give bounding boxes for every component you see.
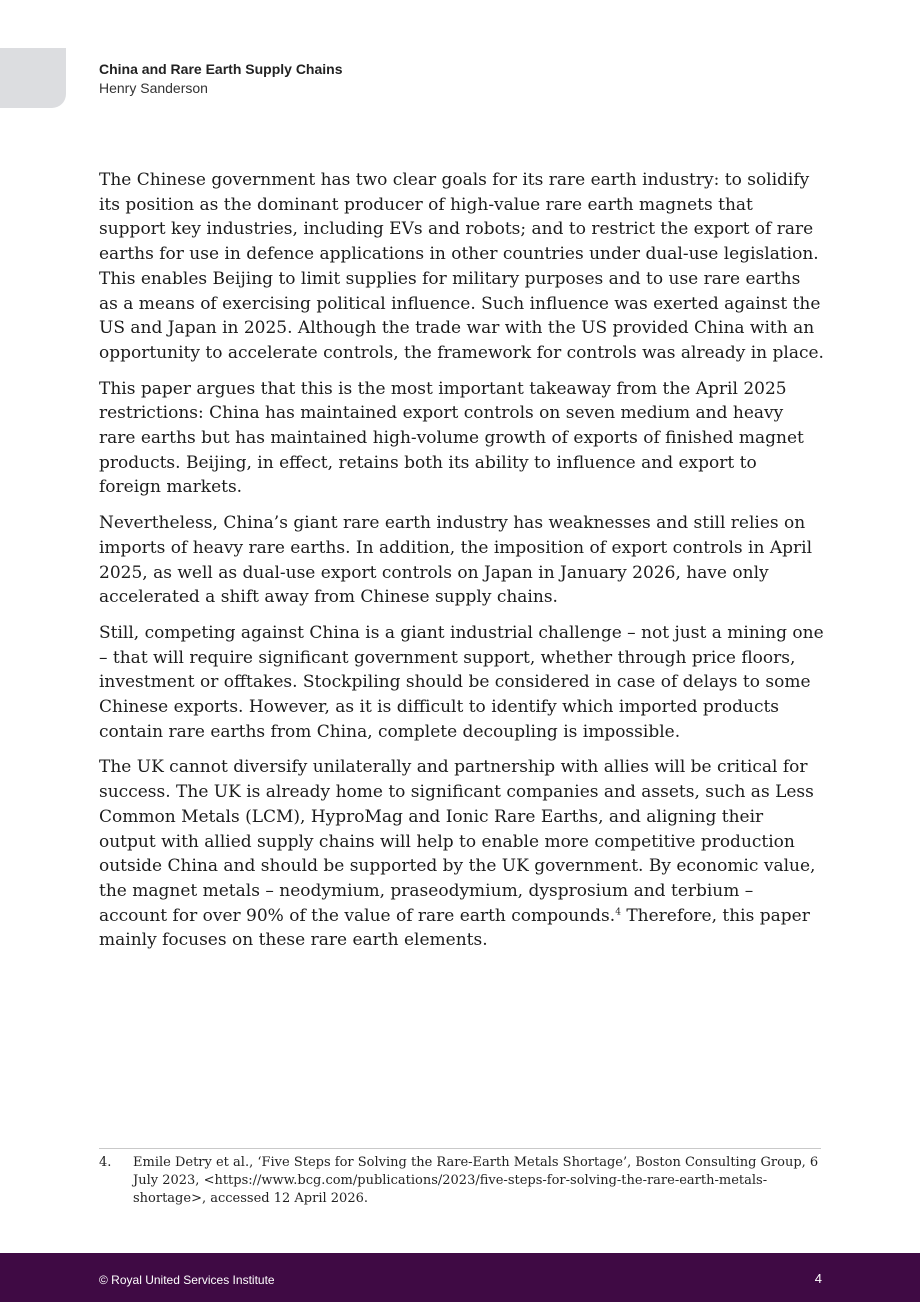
corner-tab bbox=[0, 48, 66, 108]
paragraph: Still, competing against China is a giant industrial challenge – not just a mining one – that will require significant government support, whether through price floors, investment or offtakes. Stockpiling should be considered in case of delays to some Chinese exports. However, as it is difficult to identify which imported products contain rare earths from China, complete decoupling is impossible. bbox=[99, 622, 824, 742]
footer-copyright: © Royal United Services Institute bbox=[99, 1273, 275, 1287]
footnote-number: 4. bbox=[99, 1155, 112, 1170]
running-header bbox=[99, 60, 343, 98]
paragraph: Nevertheless, China’s giant rare earth industry has weaknesses and still relies on imports of heavy rare earths. In addition, the imposition of export controls in April 2025, as well as dual-use export controls on Japan in January 2026, have only accelerated a shift away from Chinese supply chains. bbox=[99, 513, 813, 608]
paragraph: This paper argues that this is the most important takeaway from the April 2025 restrictions: China has maintained export controls on seven medium and heavy rare earths but has maintained high-volume growth of exports of finished magnet products. Beijing, in effect, retains both its ability to influence and export to foreign markets. bbox=[99, 378, 804, 498]
paragraph bbox=[99, 755, 824, 953]
page-number: 4 bbox=[814, 1271, 822, 1286]
paragraph: The Chinese government has two clear goals for its rare earth industry: to solidify its position as the dominant producer of high-value rare earth magnets that support key industries, including EVs and robots; and to restrict the export of rare earths for use in defence applications in other countries under dual-use legislation. This enables Beijing to limit supplies for military purposes and to use rare earths as a means of exercising political influence. Such influence was exerted against the US and Japan in 2025. Although the trade war with the US provided China with an opportunity to accelerate controls, the framework for controls was already in place. bbox=[99, 170, 824, 363]
body-text bbox=[99, 168, 824, 964]
footnote-text: Emile Detry et al., ‘Five Steps for Solving the Rare-Earth Metals Shortage’, Boston Consulting Group, 6 July 2023, <https://www.bcg.com/publications/2023/five-steps-for-solving-the-rare-earth-metals-shortage>, accessed 12 April 2026. bbox=[133, 1155, 819, 1206]
page-footer bbox=[0, 1253, 920, 1302]
footnote-reference[interactable]: 4 bbox=[615, 907, 621, 918]
document-title: China and Rare Earth Supply Chains bbox=[99, 61, 343, 77]
paragraph-text: Therefore, this paper mainly focuses on these rare earth elements. bbox=[99, 905, 810, 951]
document-author: Henry Sanderson bbox=[99, 80, 208, 96]
footnote-divider bbox=[99, 1148, 821, 1149]
footnote bbox=[99, 1154, 821, 1208]
paragraph-text: The UK cannot diversify unilaterally and partnership with allies will be critical for success. The UK is already home to significant companies and assets, such as Less Common Metals (LCM), HyproMag and Ionic Rare Earths, and aligning their output with allied supply chains will help to enable more competitive production outside China and should be supported by the UK government. By economic value, the magnet metals – neodymium, praseodymium, dysprosium and terbium – account for over 90% of the value of rare earth compounds. bbox=[99, 757, 816, 926]
